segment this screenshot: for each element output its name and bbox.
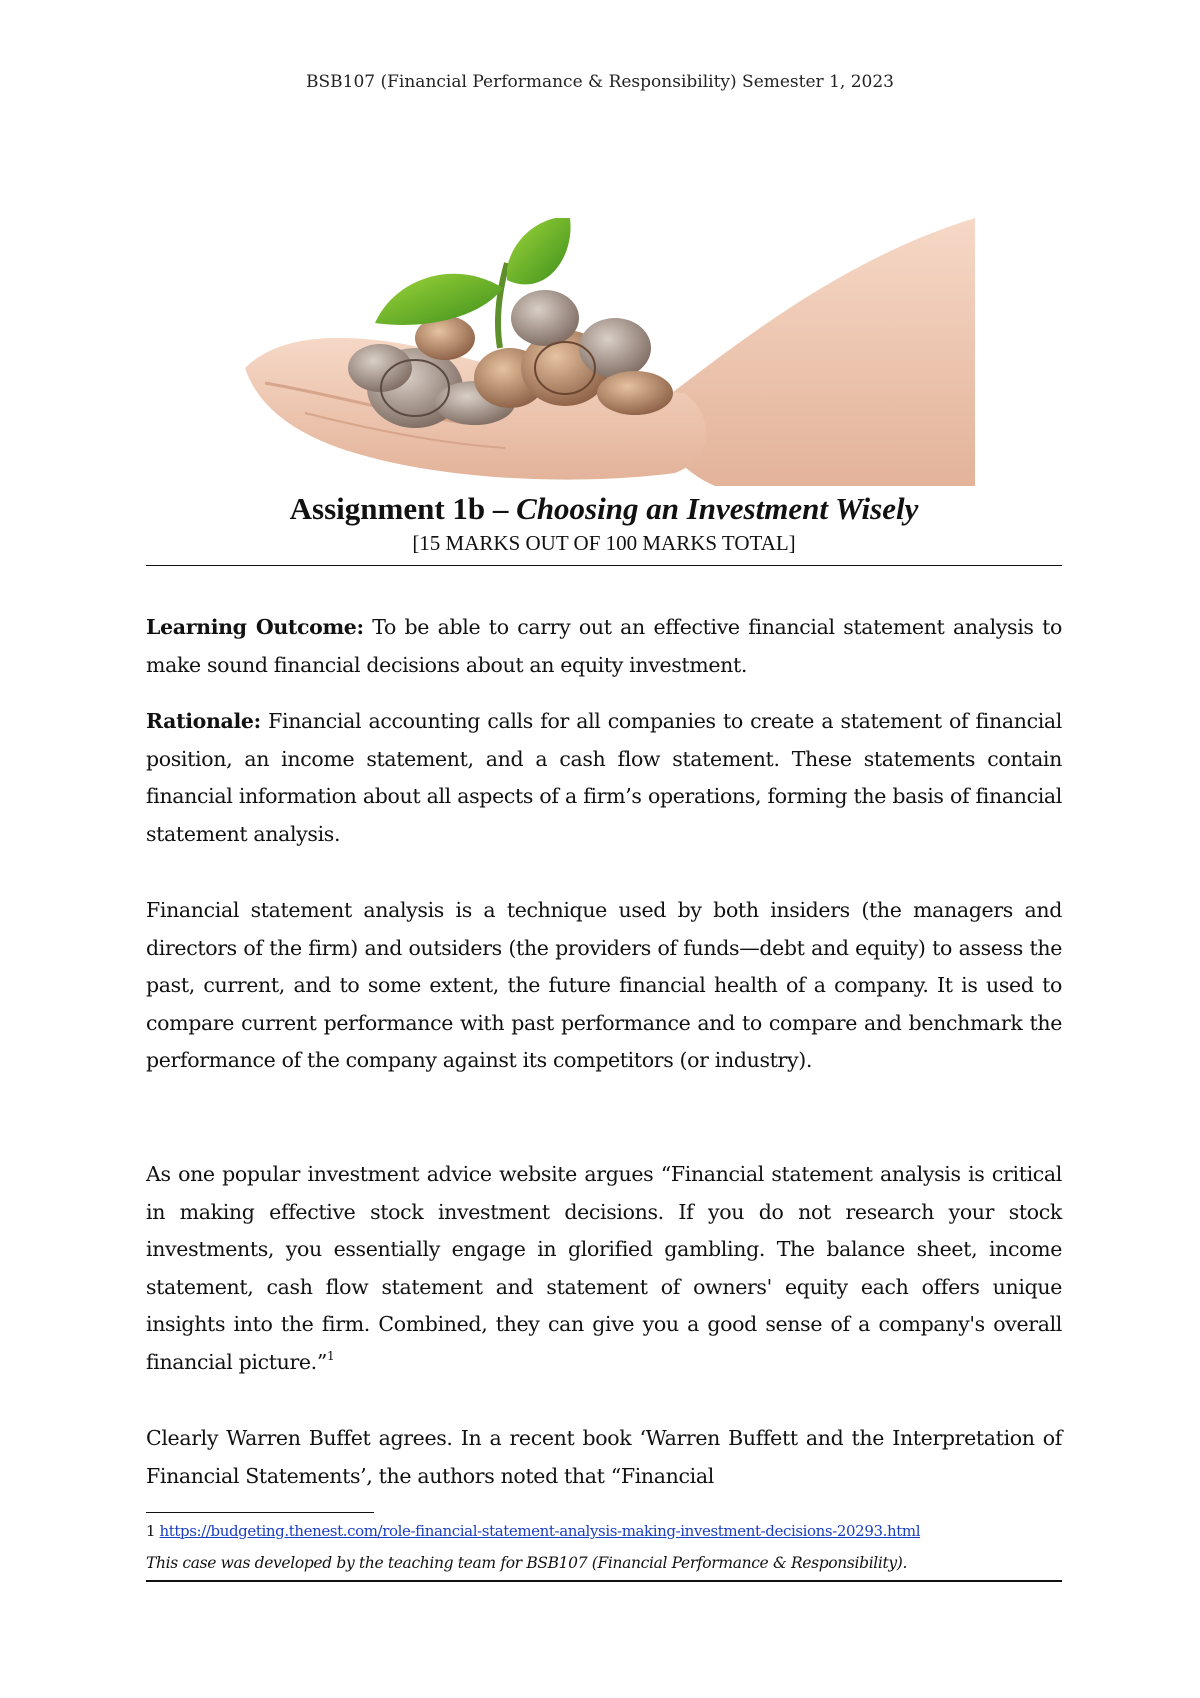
- hands-holding-coins-seedling-image: [245, 218, 975, 486]
- title-prefix: Assignment 1b –: [289, 491, 517, 526]
- rationale-text: Financial accounting calls for all companies to create a statement of financial position, an income statement, and a cash flow statement. These statements contain financial information about all aspects of a firm’s operations, forming the basis of financial statement analysis.: [146, 709, 1062, 846]
- assignment-title: [146, 490, 1062, 528]
- footnote-separator: [146, 1512, 374, 1513]
- footnote-link[interactable]: https://budgeting.thenest.com/role-financial-statement-analysis-making-investment-decisions-20293.html: [159, 1522, 921, 1540]
- learning-outcome-text: To be able to carry out an effective financial statement analysis to make sound financial decisions about an equity investment.: [146, 615, 1062, 677]
- footnote: [146, 1521, 1062, 1541]
- website-paragraph: [146, 1156, 1062, 1381]
- title-rule: [146, 565, 1062, 566]
- buffett-paragraph: [146, 1420, 1062, 1495]
- title-italic: Choosing an Investment Wisely: [516, 491, 919, 526]
- fsa-text: Financial statement analysis is a technique used by both insiders (the managers and directors of the firm) and outsiders (the providers of funds—debt and equity) to assess the past, current, and to some extent, the future financial health of a company. It is used to compare current performance with past performance and to compare and benchmark the performance of the company against its competitors (or industry).: [146, 898, 1062, 1072]
- buffett-text: Clearly Warren Buffet agrees. In a recent book ‘Warren Buffett and the Interpretation of Financial Statements’, the authors noted that “Financial: [146, 1426, 1062, 1488]
- footnote-number: 1: [146, 1522, 156, 1540]
- learning-outcome-paragraph: [146, 609, 1062, 684]
- title-block: [146, 490, 1062, 558]
- footnote-ref[interactable]: 1: [326, 1348, 335, 1363]
- credit-line: This case was developed by the teaching team for BSB107 (Financial Performance & Responsibility).: [146, 1554, 908, 1572]
- rationale-label: Rationale:: [146, 709, 261, 733]
- rationale-paragraph: [146, 703, 1062, 853]
- learning-outcome-label: Learning Outcome:: [146, 615, 364, 639]
- running-header: BSB107 (Financial Performance & Responsibility) Semester 1, 2023: [306, 72, 894, 92]
- fsa-paragraph: [146, 892, 1062, 1080]
- marks-subtitle: [15 MARKS OUT OF 100 MARKS TOTAL]: [412, 531, 796, 555]
- bottom-rule: [146, 1580, 1062, 1582]
- website-text: As one popular investment advice website argues “Financial statement analysis is critical in making effective stock investment decisions. If you do not research your stock investments, you essentially engage in glorified gambling. The balance sheet, income statement, cash flow statement and statement of owners' equity each offers unique insights into the firm. Combined, they can give you a good sense of a company's overall financial picture.”: [146, 1162, 1062, 1374]
